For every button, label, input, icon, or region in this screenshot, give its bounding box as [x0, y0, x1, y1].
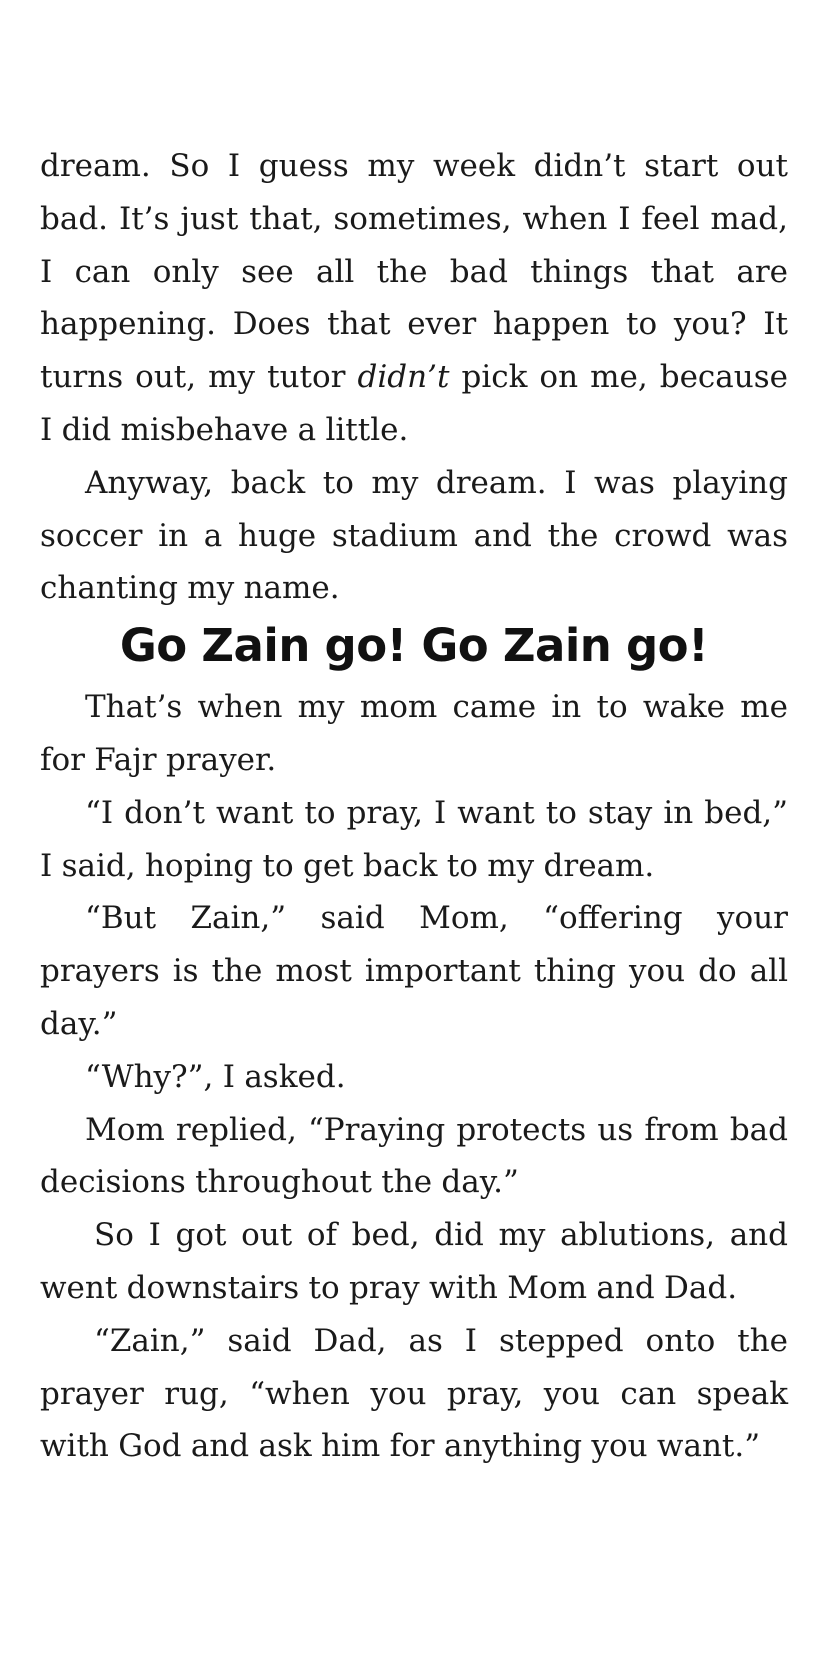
book-page — [40, 140, 788, 1473]
paragraph-continued — [40, 140, 788, 457]
paragraph-text: dream. So I guess my week didn’t start out bad. It’s just that, sometimes, when I feel mad, I can only see all the bad things that are happening. Does that ever happen to you? It turns out, my tutor — [40, 148, 788, 396]
paragraph: Mom replied, “Praying protects us from bad decisions throughout the day.” — [40, 1111, 788, 1201]
paragraph: So I got out of bed, did my ablutions, and went downstairs to pray with Mom and Dad. — [40, 1217, 788, 1306]
paragraph: “Why?”, I asked. — [85, 1058, 346, 1095]
paragraph: “But Zain,” said Mom, “offering your prayers is the most important thing you do all day.” — [40, 900, 788, 1042]
paragraph: “Zain,” said Dad, as I stepped onto the prayer rug, “when you pray, you can speak with God and ask him for anything you want.” — [40, 1322, 788, 1465]
emphasized-word: didn’t — [357, 359, 450, 396]
paragraph: That’s when my mom came in to wake me for Fajr prayer. — [40, 689, 788, 778]
paragraph-text: pick on me, because I did misbehave a little. — [40, 359, 788, 448]
paragraph: Anyway, back to my dream. I was playing soccer in a huge stadium and the crowd was chanting my name. — [40, 464, 788, 607]
paragraph: “I don’t want to pray, I want to stay in bed,” I said, hoping to get back to my dream. — [40, 794, 788, 884]
chant-heading: Go Zain go! Go Zain go! — [119, 619, 709, 673]
